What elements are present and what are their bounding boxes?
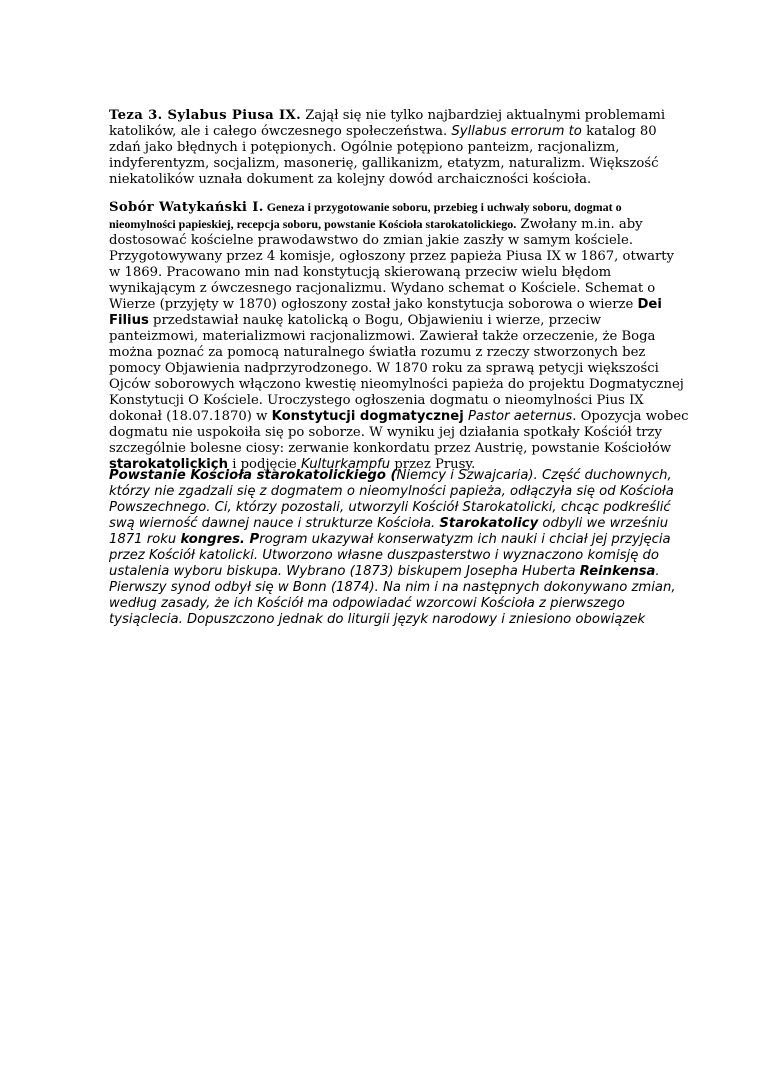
oldcatholic-heading: Powstanie Kościoła starokatolickiego ( [109, 468, 397, 483]
oldcatholic-text-3: rogram ukazywał konserwatyzm ich nauki i chciał jej przyjęcia przez Kościół katolicki. Utworzono własne duszpasterstwo i wyznaczono komisję do ustalenia wyboru biskupa. Wybrano (1873) biskupem Josepha Huberta [109, 532, 671, 579]
oldcatholic-paragraph [109, 468, 689, 628]
kongres: kongres. P [180, 532, 260, 547]
council-text-2: przedstawiał naukę katolicką o Bogu, Objawieniu i wierze, przeciw panteizmowi, materializmowi racjonalizmowi. Zawierał także orzeczenie, że Boga można poznać za pomocą naturalnego światła rozumu z rzeczy stworzonych bez pomocy Objawienia nadprzyrodzonego. W 1870 roku za sprawą petycji większości Ojców soborowych włączono kwestię nieomylności papieża do projektu Dogmatycznej Konstytucji O Kościele. Uroczystego ogłoszenia dogmatu o nieomylności Pius IX dokonał (18.07.1870) w [109, 313, 684, 424]
konstytucji-dogmatycznej: Konstytucji dogmatycznej [271, 409, 464, 424]
thesis3-heading: Teza 3. Sylabus Piusa IX. [109, 108, 302, 123]
council-text-5: przez Prusy. [390, 457, 476, 472]
council-text-1: Zwołany m.in. aby dostosować kościelne prawodawstwo do zmian jakie zaszły w samym kościele. Przygotowywany przez 4 komisje, ogłoszony przez papieża Piusa IX w 1867, otwarty w 1869. Pracowano min nad konstytucją skierowaną przeciw wielu błędom wynikającym z ówczesnego racjonalizmu. Wydano schemat o Kościele. Schemat o Wierze (przyjęty w 1870) ogłoszony został jako konstytucja soborowa o wierze [109, 217, 674, 312]
oldcatholic-text-2: odbyli we wrześniu 1871 roku [109, 516, 669, 547]
kulturkampf: Kulturkampfu [300, 457, 391, 472]
starokatolicy: Starokatolicy [439, 516, 539, 531]
council-paragraph [109, 199, 689, 473]
oldcatholic-text-1: Niemcy i Szwajcaria). Część duchownych, którzy nie zgadzali się z dogmatem o nieomylności papieża, odłączyła się od Kościoła Powszechnego. Ci, którzy pozostali, utworzyli Kościół Starokatolicki, chcąc podkreślić swą wierność dawnej nauce i strukturze Kościoła. [109, 468, 674, 531]
council-subheading: Geneza i przygotowanie soboru, przebieg i uchwały soboru, dogmat o nieomylności papieskiej, recepcja soboru, powstanie Kościoła starokatolickiego. [109, 200, 622, 231]
pastor-aeternus: Pastor aeternus [463, 409, 573, 424]
oldcatholic-text-4: . Pierwszy synod odbył się w Bonn (1874). Na nim i na następnych dokonywano zmian, według zasady, że ich Kościół ma odpowiadać wzorcowi Kościoła z pierwszego tysiąclecia. Dopuszczono jednak do liturgii język narodowy i zniesiono obowiązek [109, 564, 676, 627]
dei-filius: Dei Filius [109, 297, 662, 328]
starokatolickich: starokatolickich [109, 457, 229, 472]
thesis3-text-2: katalog 80 zdań jako błędnych i potępionych. Ogólnie potępiono panteizm, racjonalizm, indyferentyzm, socjalizm, masonerię, gallikanizm, etatyzm, naturalizm. Większość niekatolików uznała dokument za kolejny dowód archaiczności kościoła. [109, 124, 659, 187]
thesis3-text-1: Zajął się nie tylko najbardziej aktualnymi problemami katolików, ale i całego ówczesnego społeczeństwa. [109, 108, 666, 139]
council-heading: Sobór Watykański I. [109, 200, 264, 215]
reinkensa: Reinkensa [579, 564, 656, 579]
syllabus-title: Syllabus errorum to [451, 124, 582, 139]
thesis3-paragraph [109, 108, 689, 188]
council-text-3: . Opozycja wobec dogmatu nie uspokoiła się po soborze. W wyniku jej działania spotkały Kościół trzy szczególnie bolesne ciosy: zerwanie konkordatu przez Austrię, powstanie Kościołów [109, 409, 689, 456]
council-text-4: i podjęcie [228, 457, 301, 472]
